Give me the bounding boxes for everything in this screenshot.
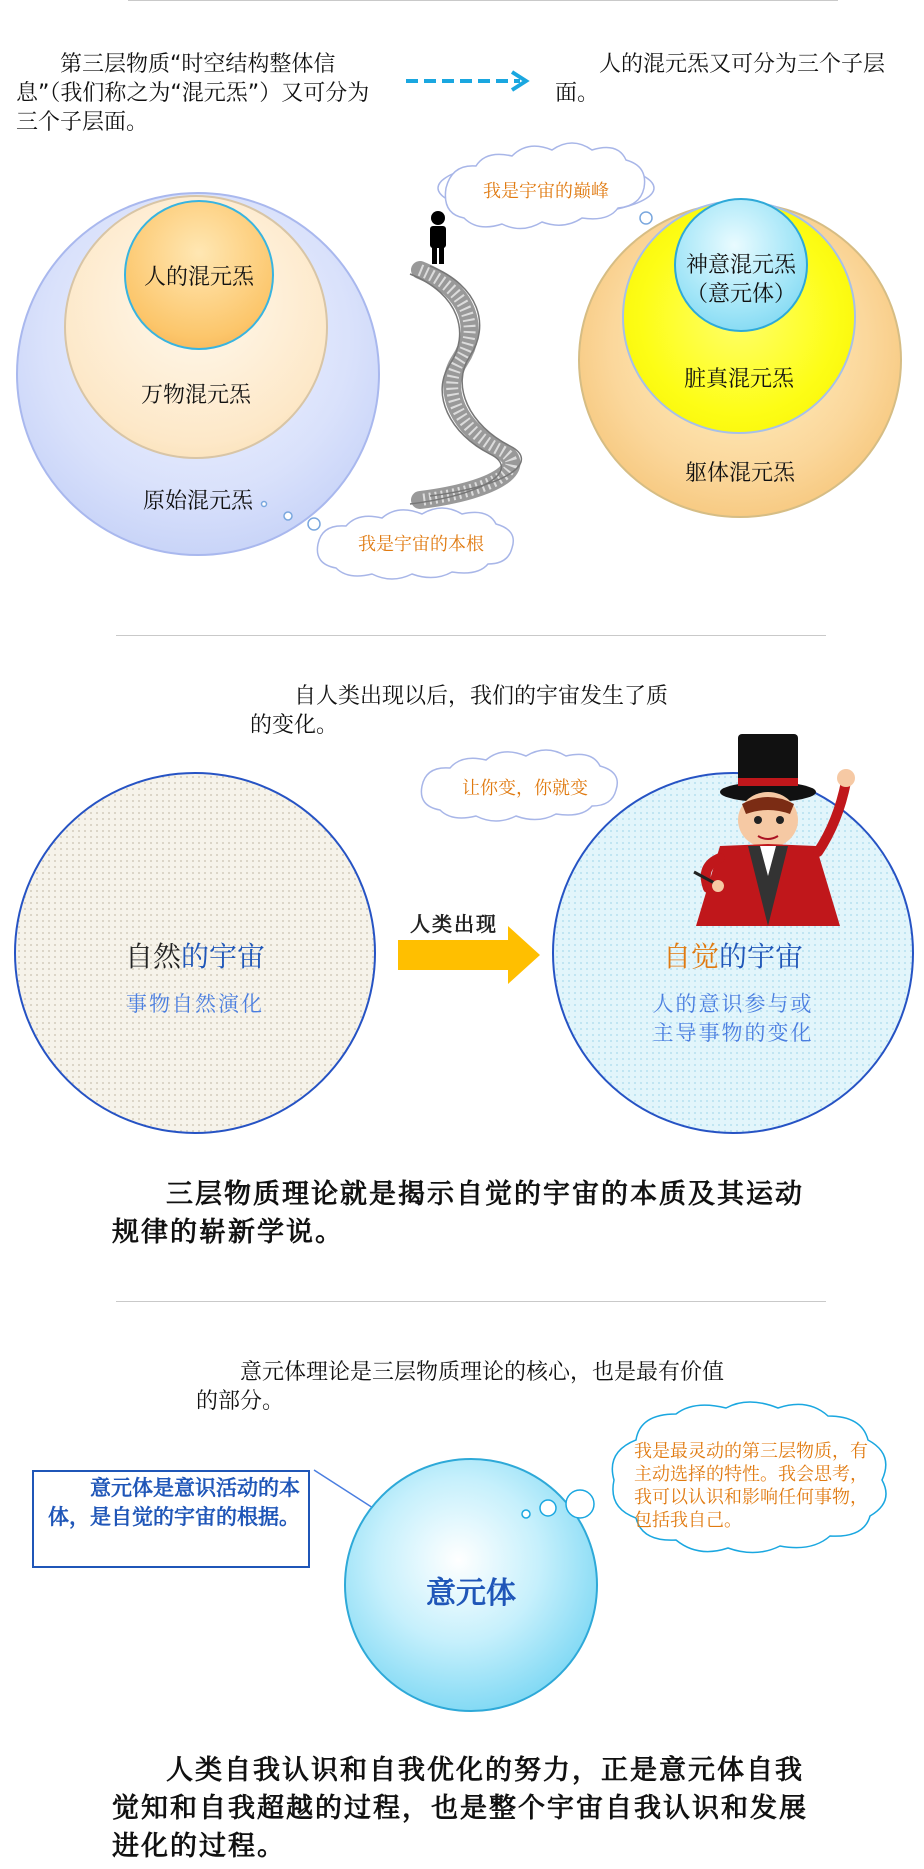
- humans-appear-label: 人类出现: [410, 912, 498, 936]
- all-things-hunyuanqi-label: 万物混元炁: [140, 383, 251, 408]
- yiyuanti-definition-text: 意元体是意识活动的本体，是自觉的宇宙的根据。: [48, 1476, 300, 1529]
- universe-word-left: 的宇宙: [181, 940, 266, 973]
- yellow-arrow-icon: [398, 926, 548, 986]
- conscious-universe-subtitle-1: 人的意识参与或: [652, 992, 814, 1016]
- cloud-top-text: 我是宇宙的巅峰: [483, 181, 609, 202]
- natural-universe-subtitle: 事物自然演化: [126, 992, 264, 1016]
- magician-illustration: [690, 726, 860, 926]
- section1-left-paragraph: 第三层物质“时空结构整体信息”（我们称之为“混元炁”）又可分为三个子层面。: [16, 52, 370, 135]
- natural-word: 自然: [124, 940, 181, 973]
- cloud-change-text: 让你变，你就变: [462, 778, 588, 799]
- conscious-universe-subtitle-2: 主导事物的变化: [652, 1021, 814, 1045]
- section1-right-paragraph: 人的混元炁又可分为三个子层面。: [555, 52, 886, 106]
- top-divider: [128, 0, 838, 1]
- conscious-word: 自觉: [662, 940, 719, 973]
- section3-intro: 意元体理论是三层物质理论的核心，也是最有价值的部分。: [196, 1360, 725, 1414]
- divider-1: [116, 635, 826, 636]
- natural-universe-title: [14, 935, 376, 975]
- dashed-arrow-icon: [400, 66, 540, 96]
- cloud-bottom-text: 我是宇宙的本根: [358, 534, 484, 555]
- organ-hunyuanqi-label: 脏真混元炁: [683, 367, 794, 392]
- spirit-hunyuanqi-label: 神意混元炁: [685, 253, 796, 278]
- section2-conclusion: 三层物质理论就是揭示自觉的宇宙的本质及其运动规律的崭新学说。: [112, 1179, 804, 1248]
- body-hunyuanqi-label: 躯体混元炁: [684, 461, 795, 486]
- divider-2: [116, 1301, 826, 1302]
- yiyuanti-sphere-label: 意元体: [426, 1576, 516, 1611]
- universe-word-right: 的宇宙: [719, 940, 804, 973]
- conscious-universe-title: [552, 935, 914, 975]
- human-hunyuanqi-label: 人的混元炁: [143, 265, 254, 290]
- yiyuanti-cloud-bubbles: [518, 1486, 598, 1536]
- primordial-hunyuanqi-label: 原始混元炁: [142, 489, 253, 514]
- spiral-staircase-icon: [400, 250, 540, 510]
- section2-intro: 自人类出现以后，我们的宇宙发生了质的变化。: [250, 684, 669, 738]
- section3-conclusion: 人类自我认识和自我优化的努力，正是意元体自我觉知和自我超越的过程，也是整个宇宙自我认识和发展进化的过程。: [112, 1755, 808, 1862]
- yiyuanti-label: （意元体）: [685, 282, 796, 307]
- yiyuanti-cloud-text: 我是最灵动的第三层物质，有主动选择的特性。我会思考，我可以认识和影响任何事物，包括我自己。: [634, 1441, 868, 1531]
